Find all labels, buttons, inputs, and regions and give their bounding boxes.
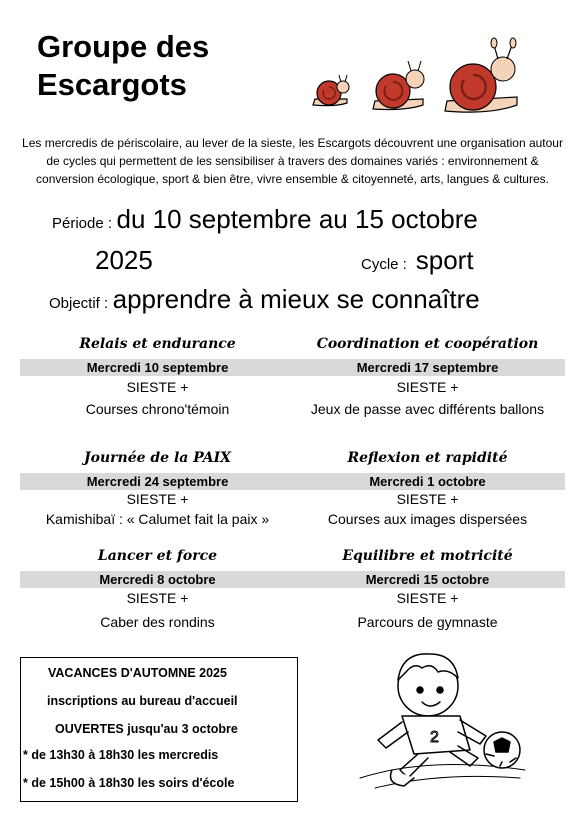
session-line1: SIESTE + xyxy=(396,491,459,507)
session-activity: Caber des rondins xyxy=(100,614,215,630)
objectif-value: apprendre à mieux se connaître xyxy=(112,284,480,314)
vacances-line: OUVERTES jusqu'au 3 octobre xyxy=(55,722,238,736)
objectif-label: Objectif : xyxy=(49,295,109,312)
boy-football-illustration xyxy=(330,638,530,803)
session-activity: Jeux de passe avec différents ballons xyxy=(310,401,545,417)
snail-large xyxy=(445,38,517,112)
session-theme: Equilibre et motricité xyxy=(342,548,513,564)
snail-small xyxy=(313,75,349,106)
cycle-label: Cycle : xyxy=(361,256,407,273)
session-theme: Journée de la PAIX xyxy=(84,450,231,466)
session-card xyxy=(290,448,565,529)
session-theme: Reflexion et rapidité xyxy=(347,450,508,466)
session-date: Mercredi 8 octobre xyxy=(20,571,295,588)
session-card xyxy=(20,448,295,529)
session-theme: Lancer et force xyxy=(97,548,218,564)
session-theme: Relais et endurance xyxy=(79,336,236,352)
session-line1: SIESTE + xyxy=(126,491,189,507)
session-line1: SIESTE + xyxy=(396,590,459,606)
page-title: Groupe des Escargots xyxy=(37,29,210,102)
periode-year: 2025 xyxy=(95,245,153,275)
session-activity: Courses chrono'témoin xyxy=(85,401,230,417)
vacances-line: inscriptions au bureau d'accueil xyxy=(47,694,238,708)
objectif-line xyxy=(49,284,480,315)
intro-text: Les mercredis de périscolaire, au lever de la sieste, les Escargots découvrent une organisation autour de cycles qui permettent de les sensibiliser à travers des domaines variés : environnement & conversion écologique, sport & bien être, vivre ensemble & citoyenneté, arts, langues & cultures. xyxy=(22,136,563,186)
cycle-line xyxy=(361,245,474,276)
session-line1: SIESTE + xyxy=(126,590,189,606)
periode-label: Période : xyxy=(52,215,113,232)
vacances-line: * de 13h30 à 18h30 les mercredis xyxy=(23,748,219,762)
session-card xyxy=(290,546,565,632)
cycle-value: sport xyxy=(415,245,474,275)
session-date: Mercredi 17 septembre xyxy=(290,359,565,376)
periode-value: du 10 septembre au 15 octobre xyxy=(116,204,478,234)
snails-illustration xyxy=(305,35,535,115)
session-theme: Coordination et coopération xyxy=(316,336,539,352)
session-date: Mercredi 24 septembre xyxy=(20,473,295,490)
session-activity: Courses aux images dispersées xyxy=(327,511,528,527)
session-card xyxy=(20,546,295,632)
session-line1: SIESTE + xyxy=(396,379,459,395)
session-date: Mercredi 15 octobre xyxy=(290,571,565,588)
vacances-box xyxy=(20,657,298,802)
session-activity: Kamishibaï : « Calumet fait la paix » xyxy=(45,511,270,527)
vacances-title: VACANCES D'AUTOMNE 2025 xyxy=(48,666,227,680)
session-date: Mercredi 1 octobre xyxy=(290,473,565,490)
session-card xyxy=(290,334,565,419)
session-date: Mercredi 10 septembre xyxy=(20,359,295,376)
session-activity: Parcours de gymnaste xyxy=(357,614,498,630)
vacances-line: * de 15h00 à 18h30 les soirs d'école xyxy=(23,776,235,790)
periode-line xyxy=(52,204,478,235)
session-card xyxy=(20,334,295,419)
session-line1: SIESTE + xyxy=(126,379,189,395)
svg-text:2: 2 xyxy=(430,729,439,746)
snail-medium xyxy=(373,61,424,110)
